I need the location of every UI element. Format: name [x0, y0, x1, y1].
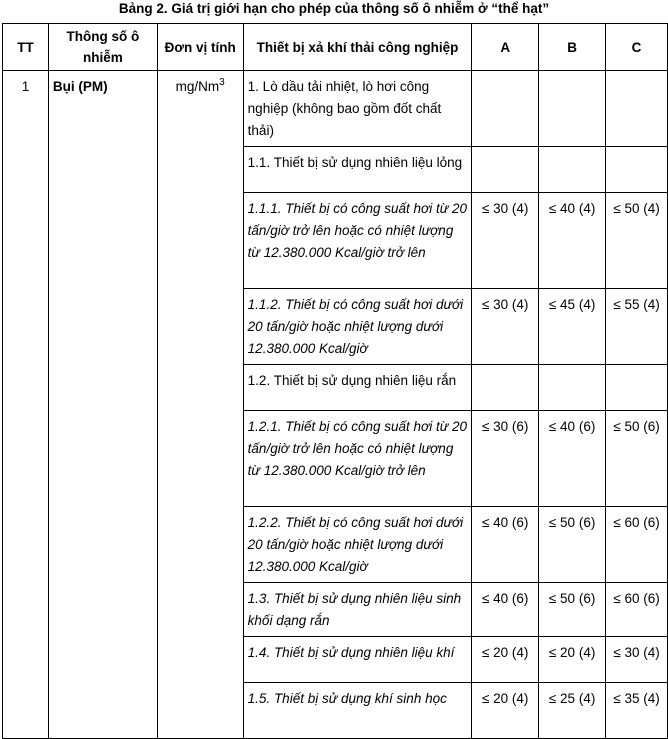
limit-value-b: ≤ 40 (4) — [548, 201, 596, 216]
device-text: 1.5. Thiết bị sử dụng khí sinh học — [247, 691, 447, 706]
cell-value-b — [539, 147, 606, 193]
cell-param-name — [48, 71, 157, 739]
cell-value-b — [539, 289, 606, 365]
cell-device — [243, 147, 472, 193]
unit-exponent: 3 — [219, 77, 225, 88]
limit-value-a — [472, 365, 538, 374]
limit-value-b: ≤ 50 (6) — [548, 515, 596, 530]
limit-value-c: ≤ 50 (6) — [613, 419, 660, 434]
cell-value-a — [472, 289, 539, 365]
param-name: Bụi (PM) — [52, 79, 108, 94]
unit-base: mg/Nm — [175, 79, 220, 94]
cell-value-c — [606, 289, 668, 365]
limits-table — [2, 23, 668, 739]
cell-value-c — [606, 411, 668, 507]
cell-device — [243, 71, 472, 147]
limit-value-b — [539, 365, 605, 374]
limit-value-c — [606, 71, 667, 80]
cell-value-a — [472, 147, 539, 193]
cell-device — [243, 683, 472, 739]
limit-value-a: ≤ 40 (6) — [482, 591, 529, 606]
cell-value-a — [472, 365, 539, 411]
cell-device — [243, 637, 472, 683]
limit-value-b: ≤ 20 (4) — [548, 645, 596, 660]
limit-value-c: ≤ 50 (4) — [613, 201, 660, 216]
limit-value-a: ≤ 20 (4) — [482, 645, 529, 660]
limit-value-c — [606, 147, 667, 156]
unit-value — [158, 71, 243, 102]
limit-value-a: ≤ 30 (6) — [482, 419, 529, 434]
table-row — [3, 71, 668, 147]
cell-value-b — [539, 583, 606, 637]
cell-value-c — [606, 507, 668, 583]
header-a: A — [472, 24, 539, 71]
limit-value-a — [472, 71, 538, 80]
cell-value-b — [539, 683, 606, 739]
cell-device — [243, 289, 472, 365]
limit-value-c — [606, 365, 667, 374]
cell-value-b — [539, 365, 606, 411]
header-don-vi: Đơn vị tính — [157, 24, 243, 71]
device-text: 1.3. Thiết bị sử dụng nhiên liệu sinh khối dạng rắn — [247, 591, 462, 628]
cell-value-c — [606, 365, 668, 411]
limit-value-b: ≤ 40 (6) — [548, 419, 596, 434]
header-tt: TT — [3, 24, 49, 71]
cell-value-b — [539, 411, 606, 507]
device-text: 1.1. Thiết bị sử dụng nhiên liệu lỏng — [247, 155, 463, 170]
device-text: 1.2.2. Thiết bị có công suất hơi dưới 20 tấn/giờ hoặc nhiệt lượng dưới 12.380.000 Kcal/giờ — [247, 515, 464, 574]
limit-value-c: ≤ 60 (6) — [613, 515, 660, 530]
limit-value-a: ≤ 30 (4) — [482, 201, 529, 216]
table-title: Bảng 2. Giá trị giới hạn cho phép của thông số ô nhiễm ở “thể hạt” — [118, 1, 550, 16]
limit-value-b — [539, 147, 605, 156]
cell-value-c — [606, 193, 668, 289]
cell-value-a — [472, 637, 539, 683]
limit-value-b: ≤ 45 (4) — [548, 297, 596, 312]
cell-device — [243, 365, 472, 411]
device-text: 1.1.2. Thiết bị có công suất hơi dưới 20 tấn/giờ hoặc nhiệt lượng dưới 12.380.000 Kcal/giờ — [247, 297, 464, 356]
limit-value-b: ≤ 25 (4) — [548, 691, 596, 706]
cell-value-a — [472, 583, 539, 637]
cell-tt — [3, 71, 49, 739]
limit-value-b — [539, 71, 605, 80]
limit-value-a: ≤ 20 (4) — [482, 691, 529, 706]
cell-value-c — [606, 637, 668, 683]
cell-value-b — [539, 637, 606, 683]
cell-value-a — [472, 71, 539, 147]
limit-value-c: ≤ 30 (4) — [613, 645, 660, 660]
cell-device — [243, 583, 472, 637]
limit-value-a: ≤ 30 (4) — [482, 297, 529, 312]
device-text: 1.4. Thiết bị sử dụng nhiên liệu khí — [247, 645, 455, 660]
device-text: 1.1.1. Thiết bị có công suất hơi từ 20 tấn/giờ trở lên hoặc có nhiệt lượng từ 12.380.000 Kcal/giờ trở lên — [247, 201, 468, 260]
header-b: B — [539, 24, 606, 71]
header-thong-so: Thông số ô nhiễm — [48, 24, 157, 71]
cell-value-b — [539, 193, 606, 289]
header-row — [3, 24, 668, 71]
tt-value: 1 — [21, 79, 30, 94]
limit-value-a: ≤ 40 (6) — [482, 515, 529, 530]
cell-device — [243, 193, 472, 289]
limit-value-c: ≤ 55 (4) — [613, 297, 660, 312]
cell-device — [243, 411, 472, 507]
limit-value-c: ≤ 35 (4) — [613, 691, 660, 706]
limit-value-a — [472, 147, 538, 156]
cell-value-b — [539, 71, 606, 147]
cell-value-c — [606, 71, 668, 147]
cell-value-c — [606, 583, 668, 637]
limit-value-b: ≤ 50 (6) — [548, 591, 596, 606]
cell-value-a — [472, 193, 539, 289]
device-text: 1. Lò dầu tải nhiệt, lò hơi công nghiệp (không bao gồm đốt chất thải) — [247, 79, 442, 138]
cell-value-b — [539, 507, 606, 583]
cell-value-c — [606, 147, 668, 193]
cell-value-a — [472, 507, 539, 583]
cell-value-c — [606, 683, 668, 739]
cell-unit — [157, 71, 243, 739]
cell-value-a — [472, 411, 539, 507]
header-c: C — [606, 24, 668, 71]
device-text: 1.2.1. Thiết bị có công suất hơi từ 20 tấn/giờ trở lên hoặc có nhiệt lượng từ 12.380.000 Kcal/giờ trở lên — [247, 419, 468, 478]
cell-device — [243, 507, 472, 583]
cell-value-a — [472, 683, 539, 739]
limit-value-c: ≤ 60 (6) — [613, 591, 660, 606]
device-text: 1.2. Thiết bị sử dụng nhiên liệu rắn — [247, 373, 457, 388]
header-thiet-bi: Thiết bị xả khí thải công nghiệp — [243, 24, 472, 71]
